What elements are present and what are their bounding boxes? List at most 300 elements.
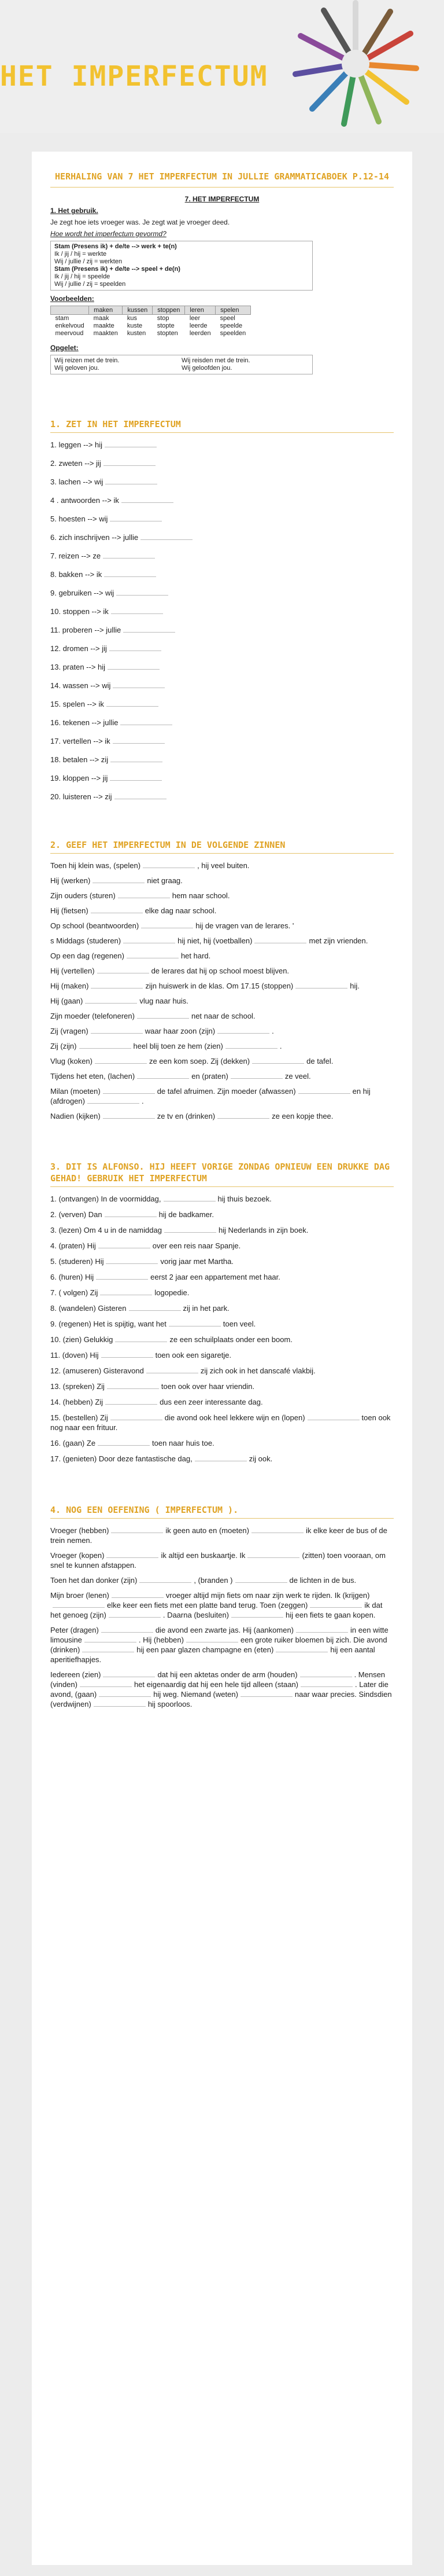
table-header-cell: spelen — [216, 306, 251, 315]
colored-pencils-image — [292, 0, 419, 127]
exercise-prompt: 3. lachen --> wij — [50, 477, 103, 486]
exercise-text: met zijn vrienden. — [309, 936, 368, 945]
table-row — [51, 330, 251, 337]
answer-blank[interactable] — [186, 1635, 238, 1642]
exercise-item — [50, 495, 394, 505]
header-banner — [0, 0, 444, 133]
answer-blank[interactable] — [111, 1526, 163, 1533]
answer-blank[interactable] — [104, 569, 156, 577]
table-header-cell: leren — [185, 306, 216, 315]
answer-blank[interactable] — [276, 1645, 328, 1652]
exercise-item — [50, 1303, 394, 1313]
exercise-text: dus een zeer interessante dag. — [160, 1398, 263, 1406]
exercise-text: 3. (lezen) Om 4 u in de namiddag — [50, 1226, 162, 1234]
answer-blank[interactable] — [231, 1071, 283, 1079]
exercise-prompt: 8. bakken --> ik — [50, 570, 102, 579]
answer-blank[interactable] — [308, 1413, 360, 1420]
answer-blank[interactable] — [98, 1438, 150, 1446]
answer-blank[interactable] — [103, 458, 156, 466]
answer-blank[interactable] — [217, 1111, 269, 1119]
exercise-prompt: 20. luisteren --> zij — [50, 792, 112, 801]
exercise-text: ik altijd een buskaartje. Ik — [161, 1551, 246, 1560]
table-header-cell — [51, 306, 89, 315]
exercise-text: Milan (moeten) — [50, 1087, 101, 1096]
exercise-text: . Later die avond, (gaan) — [50, 1680, 388, 1699]
exercise-text: Hij (werken) — [50, 876, 91, 885]
table-cell: enkelvoud — [55, 322, 84, 329]
exercise-text: Hij (maken) — [50, 982, 89, 990]
exercise-prompt: 19. kloppen --> jij — [50, 774, 108, 782]
answer-blank[interactable] — [296, 1625, 348, 1633]
exercise-item — [50, 699, 394, 709]
rule1-line: Stam (Presens ik) + de/te --> werk + te(n) — [54, 243, 177, 250]
exercise-item — [50, 1194, 394, 1204]
exercise-text: hij spoorloos. — [147, 1700, 193, 1708]
answer-blank[interactable] — [301, 1680, 353, 1687]
section3-list — [50, 1194, 394, 1464]
answer-blank[interactable] — [103, 1086, 155, 1094]
answer-blank[interactable] — [95, 1056, 147, 1064]
exercise-text: waar haar zoon (zijn) — [145, 1027, 216, 1035]
rule1-line: Ik / jij / hij = werkte — [54, 251, 107, 258]
divider — [50, 1186, 394, 1187]
answer-blank[interactable] — [300, 1670, 352, 1677]
answer-blank[interactable] — [137, 1011, 189, 1019]
divider — [50, 853, 394, 854]
exercise-prompt: 7. reizen --> ze — [50, 552, 101, 560]
exercise-item — [50, 1056, 394, 1066]
table-cell: kuste — [127, 322, 143, 329]
exercise-text: hij de vragen van de lerares. ' — [195, 921, 294, 930]
exercise-text: ze een kopje thee. — [272, 1112, 334, 1120]
table-cell: maak — [93, 315, 109, 322]
exercise-item — [50, 876, 394, 885]
exercise-text: net naar de school. — [191, 1012, 256, 1020]
answer-blank[interactable] — [247, 1550, 299, 1558]
exercise-prompt: 18. betalen --> zij — [50, 755, 109, 764]
exercise-text: toen veel. — [223, 1320, 256, 1328]
answer-blank[interactable] — [240, 1689, 293, 1697]
exercise-text: hij een paar glazen champagne en (eten) — [136, 1645, 274, 1654]
exercise-item — [50, 662, 394, 672]
exercise-item — [50, 773, 394, 783]
answer-blank[interactable] — [91, 981, 143, 988]
exercise-item — [50, 1256, 394, 1266]
worksheet-page — [32, 152, 412, 2565]
exercise-text: 12. (amuseren) Gisteravond — [50, 1366, 144, 1375]
exercise-text: 14. (hebben) Zij — [50, 1398, 103, 1406]
exercise-prompt: 13. praten --> hij — [50, 663, 106, 671]
table-cell: speel — [220, 315, 235, 322]
exercise-text: 4. (praten) Hij — [50, 1241, 96, 1250]
careful-example: Wij geloven jou. — [54, 365, 99, 372]
section4-heading: 4. NOG EEN OEFENING ( IMPERFECTUM ). — [50, 1505, 239, 1515]
answer-blank[interactable] — [310, 1600, 362, 1608]
exercise-text: Op een dag (regenen) — [50, 951, 124, 960]
table-cell: speelden — [220, 330, 246, 337]
exercise-text: zij ook. — [249, 1454, 273, 1463]
answer-blank[interactable] — [139, 1575, 191, 1583]
answer-blank[interactable] — [82, 1645, 134, 1652]
answer-blank[interactable] — [112, 1590, 164, 1598]
exercise-prompt: 11. proberen --> jullie — [50, 626, 121, 634]
exercise-item — [50, 1111, 394, 1121]
answer-blank[interactable] — [114, 792, 166, 799]
exercise-text: ik elke keer de bus of de trein nemen. — [50, 1526, 387, 1545]
answer-blank[interactable] — [252, 1056, 304, 1064]
answer-blank[interactable] — [98, 1241, 150, 1248]
answer-blank[interactable] — [164, 1225, 216, 1233]
exercise-text: Tijdens het eten, (lachen) — [50, 1072, 135, 1081]
exercise-item — [50, 1438, 394, 1448]
exercise-text: een grote ruiker bloemen bij zich. Die avond (drinken) — [50, 1636, 387, 1654]
exercise-item — [50, 1350, 394, 1360]
exercise-item — [50, 440, 394, 450]
exercise-text: hij een fiets te gaan kopen. — [286, 1611, 376, 1619]
answer-blank[interactable] — [169, 1319, 221, 1326]
answer-blank[interactable] — [103, 551, 155, 558]
exercise-text: 5. (studeren) Hij — [50, 1257, 104, 1266]
answer-blank[interactable] — [129, 1303, 181, 1311]
answer-blank[interactable] — [92, 876, 145, 883]
section1-list — [50, 440, 394, 802]
exercise-text: toen ook nog naar een frituur. — [50, 1413, 391, 1432]
exercise-item — [50, 1397, 394, 1407]
answer-blank[interactable] — [97, 966, 149, 973]
answer-blank[interactable] — [91, 1026, 143, 1034]
table-cell: speelde — [220, 322, 243, 329]
divider — [50, 1518, 394, 1519]
exercise-text: zij zich ook in het danscafé vlakbij. — [200, 1366, 316, 1375]
exercise-item — [50, 569, 394, 579]
answer-blank[interactable] — [79, 1041, 131, 1049]
exercise-text: de tafel. — [306, 1057, 334, 1065]
answer-blank[interactable] — [298, 1086, 350, 1094]
exercise-item — [50, 906, 394, 916]
exercise-text: Op school (beantwoorden) — [50, 921, 139, 930]
answer-blank[interactable] — [120, 718, 172, 725]
answer-blank[interactable] — [140, 532, 193, 540]
exercise-text: het eigenaardig dat hij een hele tijd alleen (staan) — [134, 1680, 299, 1689]
exercise-text: 1. (ontvangen) In de voormiddag, — [50, 1195, 161, 1203]
exercise-text: Hij (fietsen) — [50, 906, 88, 915]
answer-blank[interactable] — [113, 736, 165, 744]
exercise-text: . — [141, 1097, 144, 1105]
exercise-prompt: 16. tekenen --> jullie — [50, 718, 119, 727]
exercise-prompt: 10. stoppen --> ik — [50, 607, 109, 616]
exercise-item — [50, 1526, 394, 1545]
exercise-text: de lerares dat hij op school moest blijven. — [151, 967, 290, 975]
answer-blank[interactable] — [100, 1288, 152, 1295]
exercise-item — [50, 718, 394, 727]
divider — [50, 432, 394, 433]
exercise-item — [50, 1625, 394, 1664]
exercise-text: naar waar precies. Sindsdien (verdwijnen) — [50, 1690, 392, 1708]
answer-blank[interactable] — [118, 891, 170, 898]
exercise-text: Toen het dan donker (zijn) — [50, 1576, 138, 1585]
table-cell: stam — [55, 315, 69, 322]
exercise-text: Vroeger (kopen) — [50, 1551, 105, 1560]
answer-blank[interactable] — [107, 1381, 159, 1389]
exercise-text: niet graag. — [147, 876, 183, 885]
exercise-item — [50, 551, 394, 561]
rule2-line: Stam (Presens ik) + de/te --> speel + de(n) — [54, 266, 180, 273]
exercise-text: 15. (bestellen) Zij — [50, 1413, 108, 1422]
exercise-item — [50, 755, 394, 765]
answer-blank[interactable] — [116, 588, 168, 596]
exercise-item — [50, 1011, 394, 1021]
exercise-item — [50, 644, 394, 653]
exercise-text: Nadien (kijken) — [50, 1112, 101, 1120]
exercise-text: Vlug (koken) — [50, 1057, 92, 1065]
exercise-text: de tafel afruimen. Zijn moeder (afwassen) — [157, 1087, 296, 1096]
exercise-item — [50, 1335, 394, 1344]
exercise-text: hij de badkamer. — [158, 1210, 214, 1219]
exercise-item — [50, 1319, 394, 1329]
exercise-item — [50, 1041, 394, 1051]
exercise-text: ik dat het genoeg (zijn) — [50, 1601, 383, 1619]
exercise-item — [50, 532, 394, 542]
exercise-text: Zij (vragen) — [50, 1027, 88, 1035]
exercise-text: 2. (verven) Dan — [50, 1210, 102, 1219]
exercise-text: s Middags (studeren) — [50, 936, 121, 945]
section1-heading: 1. ZET IN HET IMPERFECTUM — [50, 419, 181, 429]
exercise-item — [50, 996, 394, 1006]
answer-blank[interactable] — [101, 1625, 153, 1633]
exercise-text: Peter (dragen) — [50, 1626, 99, 1634]
exercise-item — [50, 951, 394, 961]
answer-blank[interactable] — [94, 1699, 146, 1707]
exercise-item — [50, 477, 394, 487]
rule1-line: Wij / jullie / zij = werkten — [54, 258, 123, 265]
table-cell: stop — [157, 315, 169, 322]
rule2-line: Ik / jij / hij = speelde — [54, 273, 110, 280]
exercise-text: toen ook een sigaretje. — [155, 1351, 232, 1359]
exercise-prompt: 5. hoesten --> wij — [50, 515, 108, 523]
exercise-text: vroeger altijd mijn fiets om naar zijn werk te rijden. Ik (krijgen) — [165, 1591, 370, 1600]
table-cell: leerde — [189, 322, 208, 329]
rule2-line: Wij / jullie / zij = speelden — [54, 281, 126, 288]
exercise-text: . Daarna (besluiten) — [162, 1611, 230, 1619]
exercise-item — [50, 1210, 394, 1219]
exercise-text: zijn huiswerk in de klas. Om 17.15 (stoppen) — [145, 982, 294, 990]
answer-blank[interactable] — [121, 495, 173, 503]
exercise-text: eerst 2 jaar een appartement met haar. — [150, 1273, 280, 1281]
careful-example: Wij reisden met de trein. — [182, 357, 250, 364]
examples-header-row — [51, 306, 251, 315]
answer-blank[interactable] — [101, 1350, 153, 1358]
answer-blank[interactable] — [295, 981, 347, 988]
exercise-item — [50, 1241, 394, 1251]
exercise-text: ik geen auto en (moeten) — [165, 1526, 249, 1535]
exercise-item — [50, 1381, 394, 1391]
exercise-prompt: 17. vertellen --> ik — [50, 737, 110, 745]
answer-blank[interactable] — [137, 1071, 189, 1079]
exercise-item — [50, 1366, 394, 1376]
table-cell: leer — [189, 315, 201, 322]
exercise-text: toen naar huis toe. — [152, 1439, 214, 1447]
answer-blank[interactable] — [109, 1610, 161, 1618]
exercise-item — [50, 792, 394, 802]
exercise-text: Hij (gaan) — [50, 997, 83, 1005]
exercise-text: dat hij een aktetas onder de arm (houden) — [157, 1670, 298, 1679]
exercise-item — [50, 588, 394, 598]
exercise-item — [50, 514, 394, 524]
exercise-text: Toen hij klein was, (spelen) — [50, 861, 141, 870]
answer-blank[interactable] — [254, 936, 306, 943]
exercise-item — [50, 966, 394, 976]
table-cell: stopten — [157, 330, 178, 337]
exercise-text: 17. (genieten) Door deze fantastische dag, — [50, 1454, 193, 1463]
exercise-prompt: 15. spelen --> ik — [50, 700, 104, 708]
exercise-text: Vroeger (hebben) — [50, 1526, 109, 1535]
exercise-text: ze een schuilplaats onder een boom. — [169, 1335, 293, 1344]
answer-blank[interactable] — [105, 1397, 157, 1405]
answer-blank[interactable] — [195, 1454, 247, 1461]
exercise-item — [50, 1288, 394, 1298]
answer-blank[interactable] — [111, 607, 163, 614]
exercise-item — [50, 1575, 394, 1585]
answer-blank[interactable] — [217, 1026, 269, 1034]
answer-blank[interactable] — [105, 477, 157, 484]
section3-heading: 3. DIT IS ALFONSO. HIJ HEEFT VORIGE ZONDAG OPNIEUW EEN DRUKKE DAG GEHAD! GEBRUIK HET IMPERFECTUM — [50, 1162, 390, 1184]
exercise-text: , (branden ) — [194, 1576, 233, 1585]
usage-text: Je zegt hoe iets vroeger was. Je zegt wat je vroeger deed. — [50, 218, 230, 226]
answer-blank[interactable] — [99, 1689, 151, 1697]
exercise-prompt: 9. gebruiken --> wij — [50, 589, 114, 597]
exercise-text: over een reis naar Spanje. — [152, 1241, 241, 1250]
formed-question: Hoe wordt het imperfectum gevormd? — [50, 230, 166, 238]
careful-example: Wij geloofden jou. — [182, 365, 232, 372]
section4-text — [50, 1526, 394, 1709]
answer-blank[interactable] — [113, 681, 165, 688]
exercise-item — [50, 607, 394, 616]
exercise-prompt: 1. leggen --> hij — [50, 440, 102, 449]
answer-blank[interactable] — [141, 921, 193, 928]
exercise-text: logopedie. — [154, 1288, 190, 1297]
exercise-text: Mijn broer (lenen) — [50, 1591, 109, 1600]
answer-blank[interactable] — [80, 1680, 132, 1687]
answer-blank[interactable] — [87, 1096, 139, 1104]
answer-blank[interactable] — [110, 514, 162, 521]
exercise-item — [50, 625, 394, 635]
answer-blank[interactable] — [123, 625, 175, 633]
exercise-text: vlug naar huis. — [139, 997, 188, 1005]
examples-heading: Voorbeelden: — [50, 295, 94, 303]
exercise-text: zij in het park. — [183, 1304, 230, 1313]
exercise-text: elke dag naar school. — [145, 906, 217, 915]
table-header-cell: stoppen — [153, 306, 185, 315]
answer-blank[interactable] — [231, 1610, 283, 1618]
exercise-text: ze een kom soep. Zij (dekken) — [149, 1057, 250, 1065]
answer-blank[interactable] — [146, 1366, 198, 1373]
exercise-text: het hard. — [180, 951, 211, 960]
answer-blank[interactable] — [225, 1041, 278, 1049]
answer-blank[interactable] — [251, 1526, 304, 1533]
answer-blank[interactable] — [105, 440, 157, 447]
exercise-text: de lichten in de bus. — [289, 1576, 357, 1585]
careful-heading: Opgelet: — [50, 344, 79, 352]
table-cell: kus — [127, 315, 137, 322]
exercise-text: vorig jaar met Martha. — [160, 1257, 234, 1266]
answer-blank[interactable] — [123, 936, 175, 943]
exercise-text: hij Nederlands in zijn boek. — [218, 1226, 309, 1234]
answer-blank[interactable] — [91, 906, 143, 913]
exercise-text: hij. — [350, 982, 360, 990]
answer-blank[interactable] — [84, 1635, 136, 1642]
answer-blank[interactable] — [85, 996, 137, 1004]
exercise-text: . — [279, 1042, 282, 1050]
answer-blank[interactable] — [115, 1335, 167, 1342]
answer-blank[interactable] — [106, 1256, 158, 1264]
exercise-prompt: 4 . antwoorden --> ik — [50, 496, 119, 505]
exercise-text: en hij (afdrogen) — [50, 1087, 371, 1105]
answer-blank[interactable] — [103, 1670, 155, 1677]
exercise-text: . Mensen (vinden) — [50, 1670, 386, 1689]
exercise-prompt: 12. dromen --> jij — [50, 644, 107, 653]
exercise-text: 11. (doven) Hij — [50, 1351, 99, 1359]
exercise-text: 13. (spreken) Zij — [50, 1382, 105, 1391]
exercise-text: ze tv en (drinken) — [157, 1112, 216, 1120]
answer-blank[interactable] — [103, 1111, 155, 1119]
careful-example: Wij reizen met de trein. — [54, 357, 120, 364]
table-header-cell: kussen — [123, 306, 153, 315]
exercise-text: Zijn ouders (sturen) — [50, 891, 116, 900]
exercise-item — [50, 921, 394, 931]
answer-blank[interactable] — [110, 755, 162, 762]
exercise-text: Zij (zijn) — [50, 1042, 77, 1050]
exercise-item — [50, 1413, 394, 1432]
table-cell: kusten — [127, 330, 146, 337]
exercise-text: ze veel. — [284, 1072, 311, 1081]
answer-blank[interactable] — [105, 1210, 157, 1217]
exercise-item — [50, 861, 394, 870]
chapter-title: 7. HET IMPERFECTUM — [184, 195, 260, 203]
exercise-item — [50, 936, 394, 946]
table-cell: leerden — [189, 330, 211, 337]
table-row — [51, 322, 251, 330]
answer-blank[interactable] — [235, 1575, 287, 1583]
exercise-prompt: 14. wassen --> wij — [50, 681, 111, 690]
exercise-item — [50, 736, 394, 746]
exercise-text: (zitten) toen vooraan, om snel te kunnen afstappen. — [50, 1551, 386, 1570]
answer-blank[interactable] — [110, 773, 162, 781]
answer-blank[interactable] — [96, 1272, 148, 1280]
exercise-item — [50, 458, 394, 468]
exercise-item — [50, 1071, 394, 1081]
answer-blank[interactable] — [143, 861, 195, 868]
section2-heading: 2. GEEF HET IMPERFECTUM IN DE VOLGENDE ZINNEN — [50, 840, 286, 850]
answer-blank[interactable] — [106, 1550, 158, 1558]
exercise-item — [50, 1550, 394, 1570]
answer-blank[interactable] — [106, 699, 158, 707]
answer-blank[interactable] — [53, 1600, 105, 1608]
exercise-item — [50, 1670, 394, 1709]
exercise-item — [50, 681, 394, 690]
answer-blank[interactable] — [127, 951, 179, 958]
answer-blank[interactable] — [109, 644, 161, 651]
answer-blank[interactable] — [164, 1194, 216, 1201]
exercise-item — [50, 1026, 394, 1036]
exercise-text: 8. (wandelen) Gisteren — [50, 1304, 127, 1313]
answer-blank[interactable] — [108, 662, 160, 670]
table-cell: meervoud — [55, 330, 84, 337]
exercise-text: 6. (huren) Hij — [50, 1273, 94, 1281]
sheet-title: HERHALING VAN 7 HET IMPERFECTUM IN JULLIE GRAMMATICABOEK P.12-14 — [55, 171, 389, 182]
exercise-text: 9. (regenen) Het is spijtig, want het — [50, 1320, 166, 1328]
banner-title: HET IMPERFECTUM — [0, 60, 268, 93]
answer-blank[interactable] — [110, 1413, 162, 1420]
